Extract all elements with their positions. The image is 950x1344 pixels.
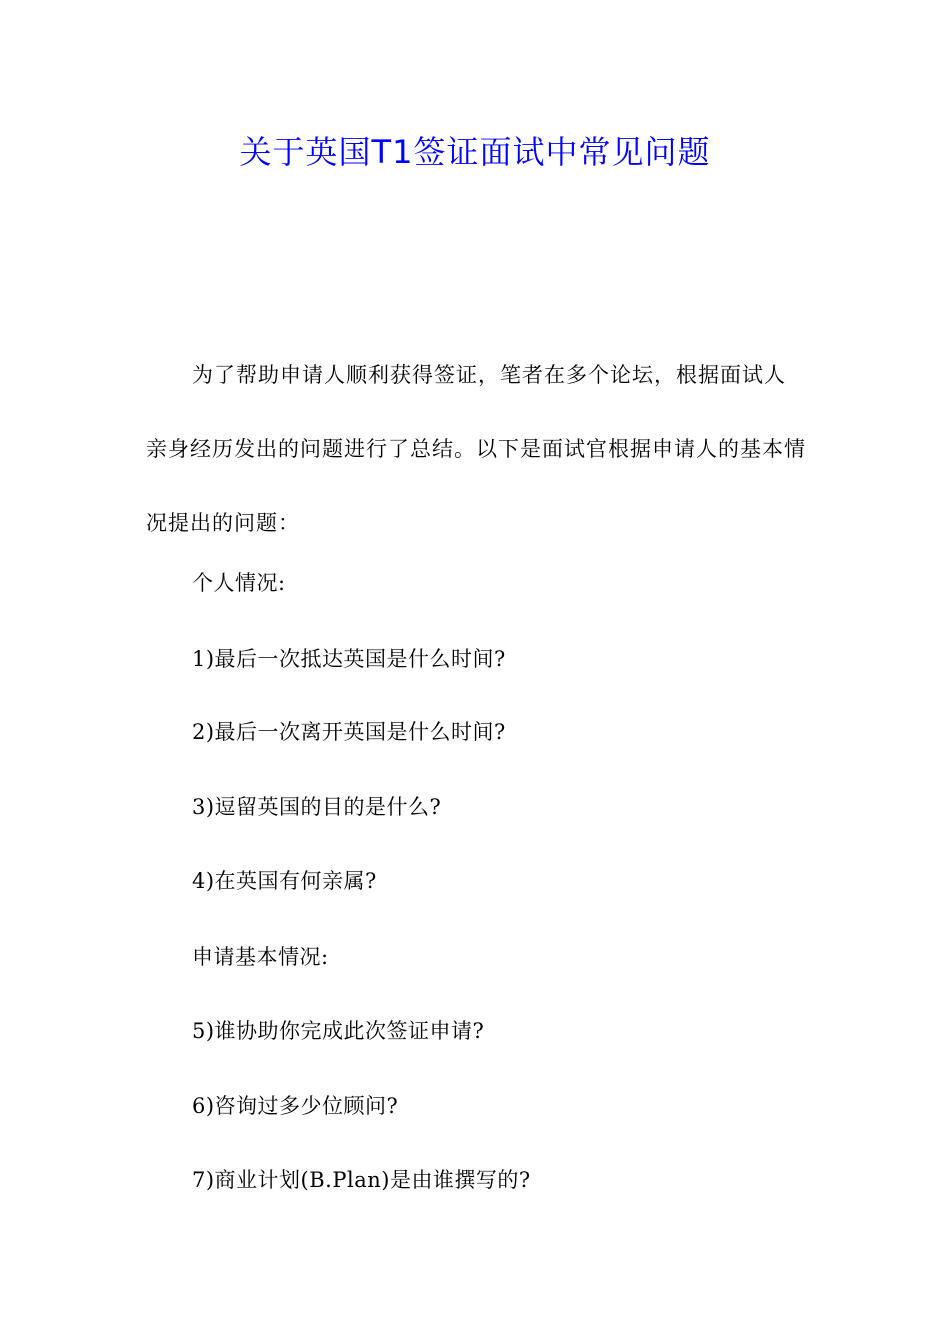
- question-item: 2)最后一次离开英国是什么时间?: [192, 720, 506, 744]
- question-item: 7)商业计划(B.Plan)是由谁撰写的?: [192, 1168, 531, 1192]
- question-item: 5)谁协助你完成此次签证申请?: [192, 1019, 485, 1043]
- question-item: 6)咨询过多少位顾问?: [192, 1094, 399, 1118]
- intro-paragraph: 为了帮助申请人顺利获得签证，笔者在多个论坛，根据面试人亲身经历发出的问题进行了总结。以下是面试官根据申请人的基本情况提出的问题：: [146, 363, 806, 535]
- question-item: 3)逗留英国的目的是什么?: [192, 795, 442, 819]
- question-item: 4)在英国有何亲属?: [192, 869, 377, 893]
- section-heading-application: 申请基本情况:: [192, 945, 329, 969]
- section-heading-personal: 个人情况:: [192, 571, 286, 595]
- document-title: 关于英国T1签证面试中常见问题: [239, 133, 711, 171]
- question-item: 1)最后一次抵达英国是什么时间?: [192, 647, 506, 671]
